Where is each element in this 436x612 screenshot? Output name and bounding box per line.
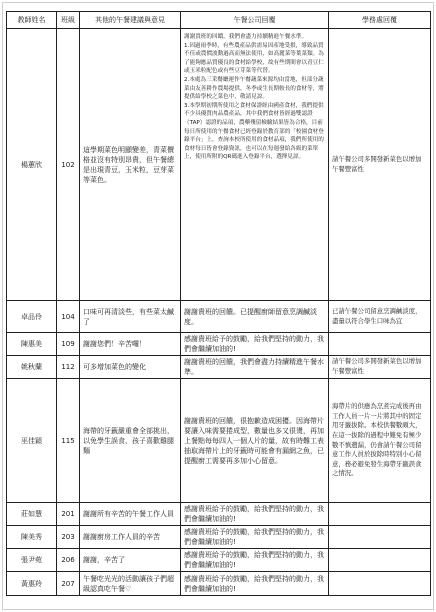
teacher-name: 巫佳穎 <box>7 379 57 503</box>
school-reply: 請午餐公司多開發新菜色以增加午餐豐富性 <box>329 356 431 379</box>
teacher-name: 陳惠美 <box>7 333 57 356</box>
header-company-reply: 午餐公司回覆 <box>181 12 329 29</box>
class-number: 102 <box>57 29 80 301</box>
company-reply: 感謝貴班給予的鼓勵，給我們堅持的動力，我們會繼續加油的! <box>181 526 329 549</box>
teacher-name: 張尹菀 <box>7 549 57 572</box>
suggestion-text: 午餐吃光光的活動讓孩子們超級認真吃午餐♡ <box>80 572 181 596</box>
feedback-table <box>6 11 431 596</box>
table-row <box>7 572 431 596</box>
table-row <box>7 356 431 379</box>
company-reply: 謝謝貴班的回饋。已提醒廚師留意烹調鹹淡度。 <box>181 301 329 333</box>
table-row <box>7 301 431 333</box>
suggestion-text: 謝謝您們！辛苦囉！ <box>80 333 181 356</box>
school-reply <box>329 572 431 596</box>
school-reply <box>329 526 431 549</box>
school-reply <box>329 503 431 526</box>
teacher-name: 楊蕙欣 <box>7 29 57 301</box>
suggestion-text: 謝謝所有辛苦的午餐工作人員 <box>80 503 181 526</box>
school-reply <box>329 333 431 356</box>
school-reply: 已請午餐公司留意烹調鹹淡度，盡量以符合學生口味為宜 <box>329 301 431 333</box>
teacher-name: 姚秋蘭 <box>7 356 57 379</box>
teacher-name: 黃惠羚 <box>7 572 57 596</box>
suggestion-text: 口味可再清淡些，有些菜太鹹了 <box>80 301 181 333</box>
table-row <box>7 29 431 301</box>
teacher-name: 卓品伶 <box>7 301 57 333</box>
suggestion-text: 謝謝，辛苦了 <box>80 549 181 572</box>
document-page <box>2 2 434 610</box>
teacher-name: 陳美秀 <box>7 526 57 549</box>
class-number: 203 <box>57 526 80 549</box>
company-reply: 感謝貴班給予的鼓勵，給我們堅持的動力，我們會繼續加油的! <box>181 572 329 596</box>
header-suggestion: 其他的午餐建議與意見 <box>80 12 181 29</box>
header-row <box>7 12 431 29</box>
company-reply-paragraph: 2.本處為三采餐廳運作午餐蔬菜來源均由當地，但部分蔬菜由友善耕作農場提供，冬季或生長期較長的食材等，將提供給學校之菜色中，敬請見諒。 <box>184 76 324 101</box>
company-reply-paragraph: 1.因過雨季時，有些農產品供需易因產地受損，導致品質不佳或農價波動過高而無法使用，如高麗菜等葉菜類。為了能夠應品質優良的食材給學校，故有些期間會以青豆仁或玉米粒配色或有些豆芽菜等代替。 <box>184 42 324 75</box>
company-reply: 感謝貴班給予的鼓勵，給我們堅持的動力，我們會繼續加油的! <box>181 333 329 356</box>
class-number: 115 <box>57 379 80 503</box>
suggestion-text: 謝謝廚房工作人員的辛苦 <box>80 526 181 549</box>
school-reply: 海帶片的供應為烹煮完成後再由工作人員一片一片將其中的固定用牙籤拔除。本校供餐數頗大，在這一拔除的過程中難免有極少數不慎遺漏，仍會請午餐公司留意工作人員於拔除時特別小心留意，務必避免發生海帶牙籤誤食之情況。 <box>329 379 431 503</box>
teacher-name: 莊如慧 <box>7 503 57 526</box>
table-row <box>7 549 431 572</box>
suggestion-text: 海帶的牙籤嚴重會全部挑出，以免學生誤食，孩子喜歡雞腿麵 <box>80 379 181 503</box>
company-reply: 謝謝貴班的回饋，很抱歉造成困擾。因海帶片要讓入味需要捲成型，數量也多又很燙，再加上餐點每每四人一個人片的量，故有時難工表抽取海帶片上的牙籤時可能會有漏網之魚，已提醒廚工需要再多加小心留意。 <box>181 379 329 503</box>
class-number: 112 <box>57 356 80 379</box>
header-school-reply: 學務處回覆 <box>329 12 431 29</box>
company-reply: 感謝貴班給予的鼓勵，給我們堅持的動力，我們會繼續加油的! <box>181 549 329 572</box>
company-reply <box>181 29 329 301</box>
table-row <box>7 379 431 503</box>
company-reply-paragraph: 3.本學期初期所使用之食材保證經由國產食材，我們提供不少具優質肉品農產品，其中我們食材皆經過雙認證（TAP）認證的品項，農藥殘留檢驗結果皆為合格，目前每日所使用的午餐食材已經登錄於教育部的「校園食材登錄平台」上，查詢本校所使用的食材品項，我們所使用的食材每日皆會登錄資訊，也可以在每週發給各級的菜單上，使用所附的QR碼進入登錄平台，選擇見諒。 <box>184 102 324 161</box>
company-reply-paragraph: 謝謝貴班的回饋，我們會盡力持續精進午餐水準。 <box>184 34 308 40</box>
table-row <box>7 526 431 549</box>
school-reply: 請午餐公司多開發新菜色以增加午餐豐富性 <box>329 29 431 301</box>
table-row <box>7 333 431 356</box>
company-reply: 謝謝貴班的回饋，我們會盡力持續精進午餐水準。 <box>181 356 329 379</box>
header-class: 班級 <box>57 12 80 29</box>
header-teacher-name: 教師姓名 <box>7 12 57 29</box>
class-number: 201 <box>57 503 80 526</box>
class-number: 104 <box>57 301 80 333</box>
company-reply: 感謝貴班給予的鼓勵，給我們堅持的動力，我們會繼續加油的! <box>181 503 329 526</box>
school-reply <box>329 549 431 572</box>
suggestion-text: 可多增加菜色的變化 <box>80 356 181 379</box>
class-number: 206 <box>57 549 80 572</box>
class-number: 109 <box>57 333 80 356</box>
table-row <box>7 503 431 526</box>
suggestion-text: 這學期菜色明顯變差，青菜價格並沒有特別昂貴，但午餐總是出現青豆，玉米粒，豆芽菜等菜色。 <box>80 29 181 301</box>
class-number: 207 <box>57 572 80 596</box>
